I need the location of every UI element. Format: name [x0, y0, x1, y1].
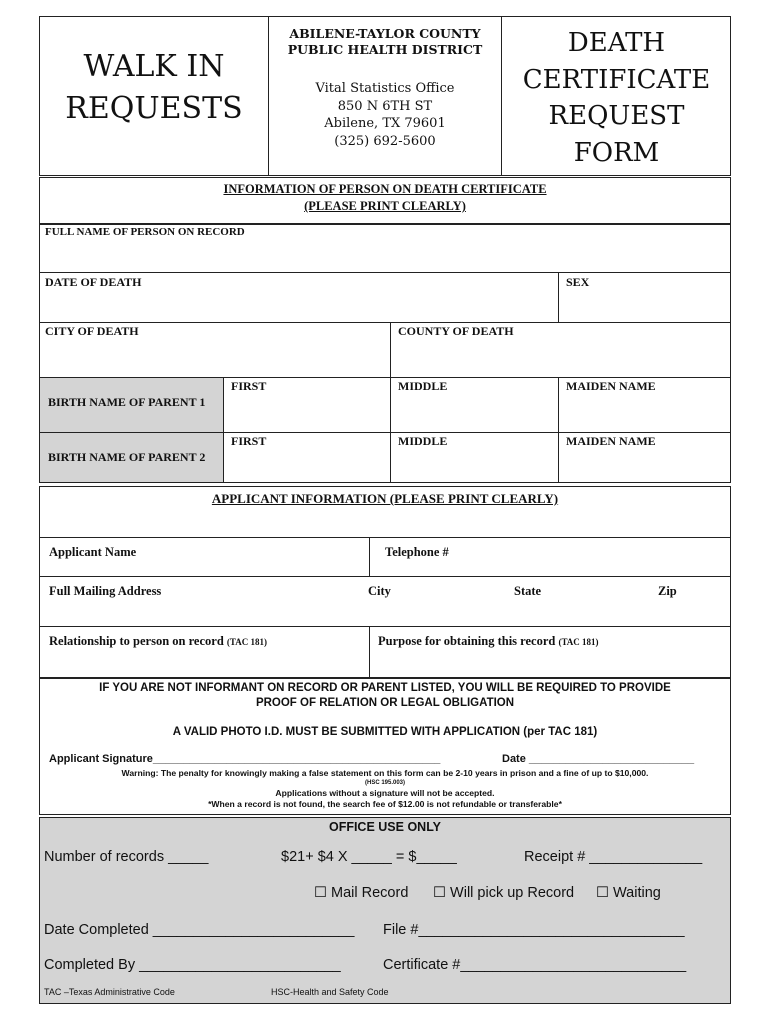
sex-field[interactable]: SEX: [566, 275, 590, 289]
parent1-middle-field[interactable]: MIDDLE: [398, 379, 448, 393]
county-of-death-field[interactable]: COUNTY OF DEATH: [398, 324, 514, 338]
number-of-records-field[interactable]: Number of records _____: [44, 849, 209, 865]
relationship-label: Relationship to person on record: [49, 634, 224, 648]
photo-id-notice: A VALID PHOTO I.D. MUST BE SUBMITTED WITH APPLICATION (per TAC 181): [172, 726, 598, 738]
purpose-field[interactable]: [378, 634, 599, 649]
walk-in-title: WALK IN REQUESTS: [65, 49, 243, 126]
relationship-tac: (TAC 181): [226, 637, 267, 647]
parent2-maiden-field[interactable]: MAIDEN NAME: [566, 434, 656, 448]
penalty-warning: Warning: The penalty for knowingly making a false statement on this form can be 2-10 years in prison and a fine of up to $10,000.: [121, 768, 649, 778]
section1-title: INFORMATION OF PERSON ON DEATH CERTIFICATE (PLEASE PRINT CLEARLY): [223, 182, 547, 213]
completed-by-field[interactable]: Completed By _________________________: [44, 957, 341, 973]
receipt-field[interactable]: Receipt # ______________: [524, 849, 703, 865]
notice-warning: IF YOU ARE NOT INFORMANT ON RECORD OR PARENT LISTED, YOU WILL BE REQUIRED TO PROVIDE PROOF OF RELATION OR LEGAL OBLIGATION: [99, 682, 671, 709]
section2-box: [39, 486, 731, 678]
tac-footnote: TAC –Texas Administrative Code: [44, 987, 175, 997]
mail-record-checkbox[interactable]: [314, 885, 408, 901]
file-number-field[interactable]: File #_________________________________: [383, 922, 685, 938]
certificate-number-field[interactable]: Certificate #____________________________: [383, 957, 687, 973]
form-title: DEATH CERTIFICATE REQUEST FORM: [522, 28, 711, 168]
parent2-label: BIRTH NAME OF PARENT 2: [48, 450, 206, 464]
waiting-checkbox[interactable]: [596, 885, 661, 901]
telephone-field[interactable]: Telephone #: [385, 545, 449, 559]
signature-required-notice: Applications without a signature will not be accepted.: [275, 788, 495, 798]
pick-up-record-checkbox[interactable]: [433, 885, 574, 901]
parent1-label: BIRTH NAME OF PARENT 1: [48, 395, 206, 409]
date-completed-field[interactable]: Date Completed _________________________: [44, 922, 355, 938]
checkbox-icon: ☐: [596, 885, 609, 901]
parent1-first-field[interactable]: FIRST: [231, 379, 267, 393]
full-name-field[interactable]: FULL NAME OF PERSON ON RECORD: [45, 226, 245, 238]
agency-address: Vital Statistics Office 850 N 6TH ST Abilene, TX 79601 (325) 692-5600: [315, 81, 455, 149]
checkbox-icon: ☐: [314, 885, 327, 901]
col-line: [369, 626, 370, 678]
mail-record-label: Mail Record: [331, 885, 409, 901]
hsc-reference: (HSC 195.003): [364, 780, 406, 786]
parent2-middle-field[interactable]: MIDDLE: [398, 434, 448, 448]
pick-up-record-label: Will pick up Record: [450, 885, 575, 901]
relationship-field[interactable]: [49, 634, 267, 649]
applicant-name-field[interactable]: Applicant Name: [49, 545, 137, 559]
city-field[interactable]: City: [368, 584, 391, 598]
col-line: [390, 377, 391, 483]
parent1-maiden-field[interactable]: MAIDEN NAME: [566, 379, 656, 393]
row-line: [39, 537, 731, 538]
row-line: [39, 626, 731, 627]
row-line: [39, 272, 731, 273]
col-line: [390, 322, 391, 377]
section2-title: APPLICANT INFORMATION (PLEASE PRINT CLEARLY): [211, 491, 559, 506]
city-of-death-field[interactable]: CITY OF DEATH: [45, 324, 139, 338]
parent2-first-field[interactable]: FIRST: [231, 434, 267, 448]
office-use-title: OFFICE USE ONLY: [328, 820, 442, 834]
row-line: [39, 322, 731, 323]
checkbox-icon: ☐: [433, 885, 446, 901]
hsc-footnote: HSC-Health and Safety Code: [271, 987, 389, 997]
col-line: [369, 537, 370, 576]
purpose-tac: (TAC 181): [558, 637, 599, 647]
zip-field[interactable]: Zip: [658, 584, 677, 598]
signature-date-field[interactable]: Date ___________________________: [502, 753, 695, 765]
purpose-label: Purpose for obtaining this record: [378, 634, 556, 648]
fee-calculation-field[interactable]: $21+ $4 X _____ = $_____: [281, 849, 457, 865]
waiting-label: Waiting: [613, 885, 661, 901]
agency-name: ABILENE-TAYLOR COUNTY PUBLIC HEALTH DISTRICT: [287, 26, 483, 57]
applicant-signature-field[interactable]: Applicant Signature_______________________________________________: [49, 753, 441, 765]
col-line: [223, 377, 224, 483]
mailing-address-field[interactable]: Full Mailing Address: [49, 584, 162, 598]
row-line: [39, 576, 731, 577]
state-field[interactable]: State: [514, 584, 542, 598]
search-fee-notice: *When a record is not found, the search fee of $12.00 is not refundable or transferable*: [208, 799, 562, 809]
col-line: [558, 377, 559, 483]
date-of-death-field[interactable]: DATE OF DEATH: [45, 275, 142, 289]
office-use-box: [39, 817, 731, 1004]
col-line: [558, 272, 559, 322]
